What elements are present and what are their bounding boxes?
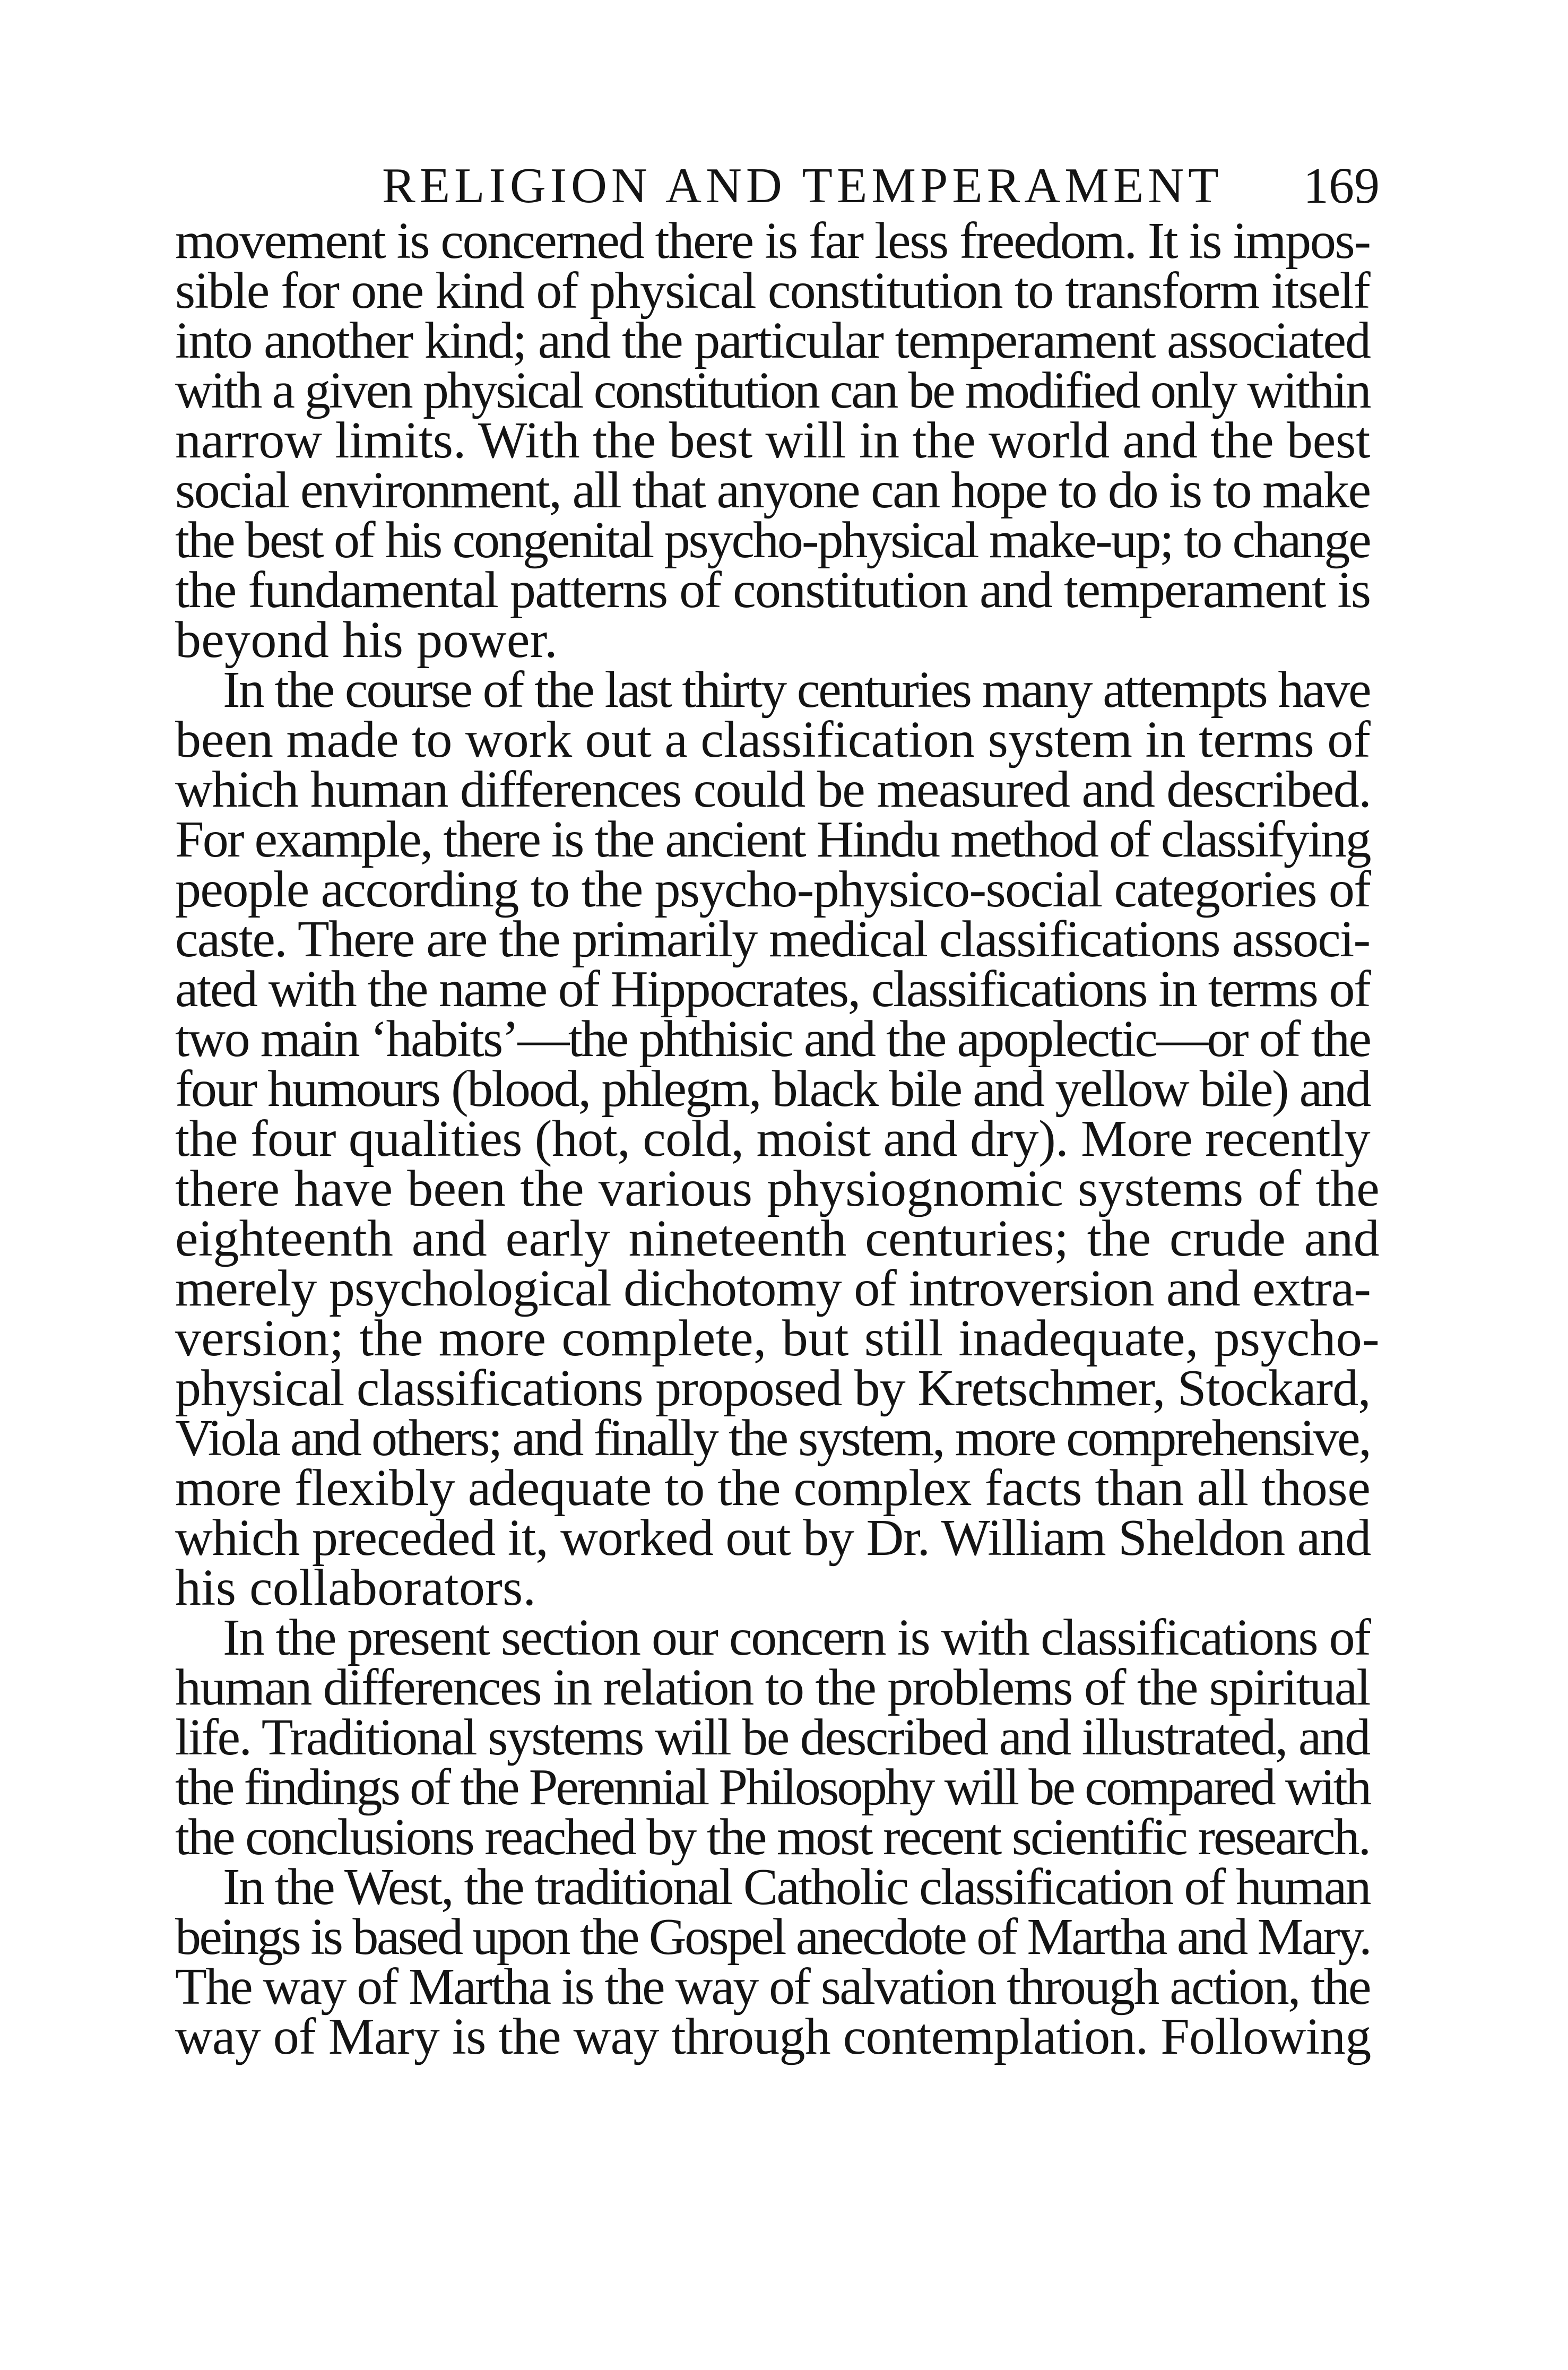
text-line: ated with the name of Hippocrates, classifications in terms of (175, 961, 1370, 1018)
text-line: the best of his congenital psycho-physical make-up; to change (175, 512, 1370, 569)
text-line: the fundamental patterns of constitution and temperament is (175, 561, 1371, 619)
running-head (175, 154, 1380, 218)
text-line: which human differences could be measured and described. (175, 761, 1371, 818)
running-title: RELIGION AND TEMPERAMENT (382, 158, 1223, 213)
paragraph-4 (175, 1858, 1380, 2065)
text-line: version; the more complete, but still inadequate, psycho- (175, 1310, 1380, 1367)
text-line: which preceded it, worked out by Dr. William Sheldon and (175, 1509, 1371, 1567)
text-line: caste. There are the primarily medical classifications associ- (175, 911, 1370, 968)
text-line: physical classifications proposed by Kretschmer, Stockard, (175, 1360, 1371, 1417)
paragraph-2 (175, 661, 1380, 1616)
text-line: into another kind; and the particular temperament associated (175, 312, 1370, 369)
text-line: with a given physical constitution can be modified only within (175, 362, 1370, 419)
text-line: beings is based upon the Gospel anecdote of Martha and Mary. (175, 1908, 1370, 1966)
paragraph-3 (175, 1609, 1380, 1866)
text-line: The way of Martha is the way of salvation through action, the (175, 1958, 1370, 2016)
text-line: the four qualities (hot, cold, moist and dry). More recently (175, 1110, 1370, 1167)
text-line: narrow limits. With the best will in the world and the best (175, 412, 1371, 469)
paragraph-1 (175, 212, 1380, 669)
text-line: In the course of the last thirty centuries many attempts have (223, 661, 1370, 719)
text-line: merely psychological dichotomy of introversion and extra- (175, 1260, 1371, 1317)
text-line: human differences in relation to the problems of the spiritual (175, 1659, 1370, 1716)
text-line: more flexibly adequate to the complex facts than all those (175, 1459, 1371, 1517)
text-line: life. Traditional systems will be described and illustrated, and (175, 1709, 1370, 1766)
text-line: movement is concerned there is far less freedom. It is impos- (175, 212, 1370, 270)
page-number: 169 (1303, 157, 1380, 214)
text-line: his collaborators. (175, 1559, 536, 1616)
text-line: the findings of the Perennial Philosophy will be compared with (175, 1759, 1370, 1816)
text-line: For example, there is the ancient Hindu method of classifying (175, 811, 1370, 868)
text-line: four humours (blood, phlegm, black bile and yellow bile) and (175, 1060, 1370, 1118)
text-line: social environment, all that anyone can hope to do is to make (175, 462, 1370, 519)
text-line: In the West, the traditional Catholic classification of human (223, 1858, 1370, 1916)
text-line: Viola and others; and finally the system, more comprehensive, (175, 1409, 1370, 1467)
text-line: been made to work out a classification system in terms of (175, 711, 1371, 768)
text-line: there have been the various physiognomic systems of the (175, 1160, 1380, 1217)
body-text (175, 212, 1380, 2065)
text-line: the conclusions reached by the most recent scientific research. (175, 1809, 1370, 1866)
text-line: beyond his power. (175, 611, 558, 669)
text-line: sible for one kind of physical constitution to transform itself (175, 262, 1370, 319)
text-line: way of Mary is the way through contemplation. Following (175, 2008, 1371, 2065)
text-line: people according to the psycho-physico-social categories of (175, 861, 1371, 918)
text-line: eighteenth and early nineteenth centuries; the crude and (175, 1210, 1380, 1267)
text-line: two main ‘habits’—the phthisic and the apoplectic—or of the (175, 1010, 1371, 1068)
text-line: In the present section our concern is with classifications of (223, 1609, 1370, 1666)
